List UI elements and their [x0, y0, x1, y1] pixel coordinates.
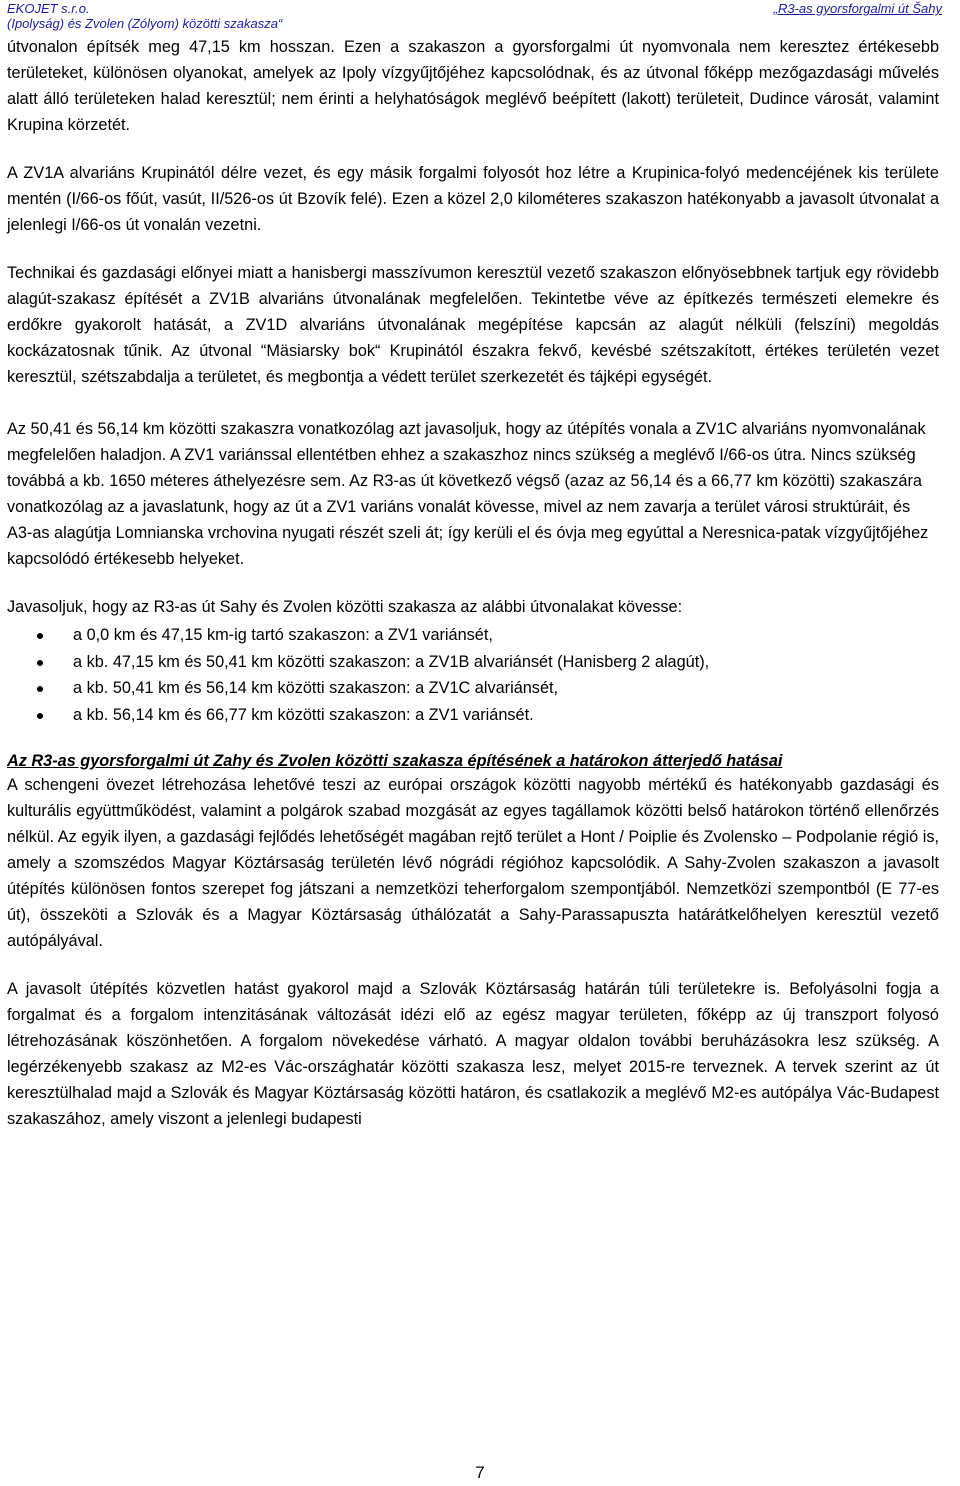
paragraph-zv1c: Az 50,41 és 56,14 km közötti szakaszra vonatkozólag azt javasoljuk, hogy az útépítés vonala a ZV1C alvariáns nyomvonalának megfelelően haladjon. A ZV1 variánssal ellentétben ehhez a szakaszhoz nincs szükség a meglévő I/66-os útra. Nincs szükség továbbá a kb. 1650 méteres áthelyezésre sem. Az R3-as út következő végső (azaz az 56,14 és a 66,77 km közötti) szakaszára vonatkozólag az a javaslatunk, hogy az út a ZV1 variáns vonalát kövesse, mivel az nem zavarja a terület városi struktúráit, és A3-as alagútja Lomnianska vrchovina nyugati részét szeli át; így kerüli el és óvja meg egyúttal a Neresnica-patak vízgyűjtőjéhez kapcsolódó értékesebb helyeket.: [7, 420, 929, 568]
list-item: [7, 675, 939, 702]
list-item: [7, 649, 939, 676]
list-item: [7, 702, 939, 729]
recommendation-list: [7, 622, 939, 728]
header-title: „R3-as gyorsforgalmi út Šahy: [773, 1, 942, 16]
bullet-icon: [37, 713, 43, 719]
bullet-icon: [37, 660, 43, 666]
paragraph-tunnel: Technikai és gazdasági előnyei miatt a hanisbergi masszívumon keresztül vezető szakaszon előnyösebbnek tartjuk egy rövidebb alagút-szakasz építését a ZV1B alvariáns útvonalának megfelelően. Tekintetbe véve az építkezés természeti elemekre és erdőkre gyakorolt hatását, a ZV1D alvariáns útvonalának megépítése kapcsán az alagút nélküli (felszíni) megoldás kockázatosnak tűnik. Az útvonal “Mäsiarsky bok“ Krupinától északra fekvő, kevésbé szétszakított, értékes területén vezet keresztül, szétszabdalja a területet, és megbontja a védett terület szerkezetét és tájképi egységét.: [7, 264, 939, 386]
header-section: (Ipolyság) és Zvolen (Zólyom) közötti szakasza“: [7, 16, 283, 31]
list-item-text: a 0,0 km és 47,15 km-ig tartó szakaszon: a ZV1 variánsét,: [73, 626, 493, 644]
list-item-text: a kb. 47,15 km és 50,41 km közötti szakaszon: a ZV1B alvariánsét (Hanisberg 2 alagút),: [73, 652, 710, 671]
document-body: [7, 34, 939, 1132]
list-item-text: a kb. 50,41 km és 56,14 km közötti szakaszon: a ZV1C alvariánsét,: [73, 679, 559, 697]
list-item: [7, 622, 939, 649]
bullet-icon: [37, 633, 43, 639]
paragraph-schengen: A schengeni övezet létrehozása lehetővé teszi az európai országok közötti nagyobb mértékű és hatékonyabb gazdasági és kulturális együttműködést, valamint a polgárok szabad mozgását az egyes tagállamok közötti belső határokon történő ellenőrzés nélkül. Az egyik ilyen, a gazdasági fejlődés lehetőségét magában rejtő terület a Hont / Poiplie és Zvolensko – Podpolanie régió is, amely a szomszédos Magyar Köztársaság területén lévő nógrádi régióhoz kapcsolódik. A Sahy-Zvolen szakaszon a javasolt útépítés különösen fontos szerepet fog játszani a nemzetközi teherforgalom szempontjából. Nemzetközi szempontból (E 77-es út), összeköti a Szlovák és a Magyar Köztársaság úthálózatát a Sahy-Parassapuszta határátkelőhelyen keresztül vezető autópályával.: [7, 776, 939, 950]
header-left: [7, 1, 282, 31]
header-company: EKOJET s.r.o.: [7, 1, 90, 16]
page-number: 7: [475, 1463, 485, 1482]
header-right: [774, 1, 942, 16]
paragraph-cross-border-impact: A javasolt útépítés közvetlen hatást gyakorol majd a Szlovák Köztársaság határán túli területekre is. Befolyásolni fogja a forgalmat és a forgalom intenzitásának változását idézi elő az egész magyar területen, főképp az új transzport folyosó létrehozásának köszönhetően. A forgalom növekedése várható. A magyar oldalon további beruházásokra lesz szükség. A legérzékenyebb szakasz az M2-es Vác-országhatár közötti szakasza lesz, melyet 2015-re terveznek. A tervek szerint az út keresztülhalad majd a Szlovák és Magyar Köztársaság közötti határon, és csatlakozik a meglévő M2-es autópálya Vác-Budapest szakaszához, amely viszont a jelenlegi budapesti: [7, 980, 939, 1128]
page-header: [7, 0, 942, 32]
paragraph-zv1a: A ZV1A alvariáns Krupinától délre vezet, és egy másik forgalmi folyosót hoz létre a Krupinica-folyó medencéjének kis területe mentén (I/66-os főút, vasút, II/526-os út Bzovík felé). Ezen a közel 2,0 kilométeres szakaszon hatékonyabb a javasolt útvonalat a jelenlegi I/66-os út vonalán vezetni.: [7, 164, 939, 234]
bullet-icon: [37, 686, 43, 692]
list-item-text: a kb. 56,14 km és 66,77 km közötti szakaszon: a ZV1 variánsét.: [73, 705, 534, 724]
paragraph-route-intro: útvonalon építsék meg 47,15 km hosszan. Ezen a szakaszon a gyorsforgalmi út nyomvonala nem keresztez értékesebb területeket, különösen olyanokat, amelyek az Ipoly vízgyűjtőjéhez kapcsolódnak, és az útvonal főképp mezőgazdasági művelés alatt álló területeken halad keresztül; nem érinti a helyhatóságok meglévő beépített (lakott) területeit, Dudince városát, valamint Krupina körzetét.: [7, 38, 939, 134]
section-heading: Az R3-as gyorsforgalmi út Zahy és Zvolen közötti szakasza építésének a határokon átterjedő hatásai: [7, 752, 783, 770]
paragraph-recommendation: Javasoljuk, hogy az R3-as út Sahy és Zvolen közötti szakasza az alábbi útvonalakat kövesse:: [7, 598, 683, 616]
